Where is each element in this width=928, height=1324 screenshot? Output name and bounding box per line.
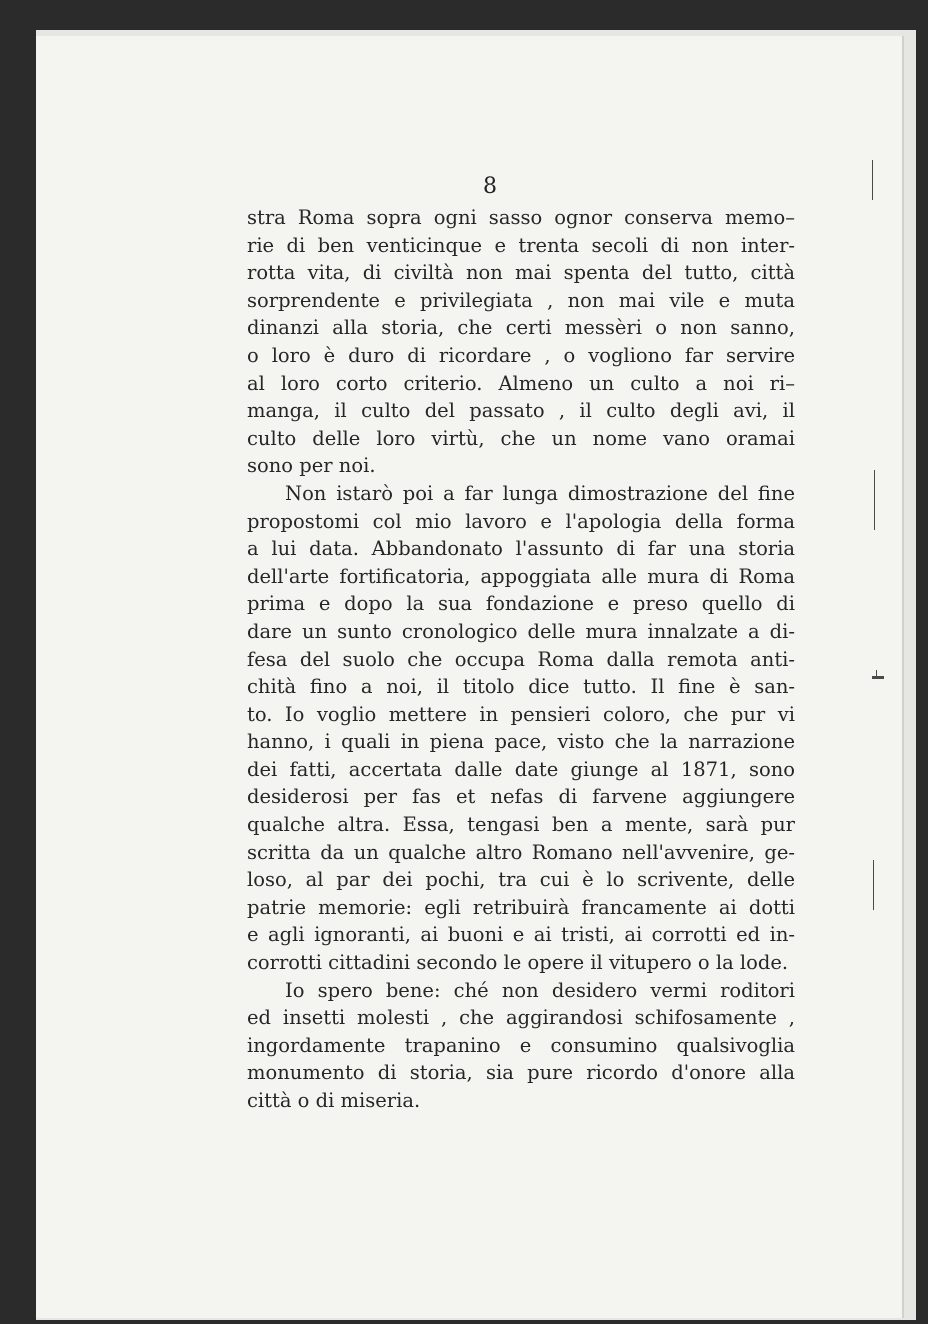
text-line: sorprendente e privilegiata , non mai vile e muta xyxy=(247,288,795,312)
text-line: Non istarò poi a far lunga dimostrazione del fine xyxy=(285,481,795,505)
book-page xyxy=(36,36,904,1318)
text-line: hanno, i quali in piena pace, visto che la narrazione xyxy=(247,730,795,754)
text-line: dare un sunto cronologico delle mura innalzate a di- xyxy=(247,619,795,643)
text-line: corrotti cittadini secondo le opere il vitupero o la lode. xyxy=(247,951,789,975)
scan-mark xyxy=(872,160,873,200)
text-line: rie di ben venticinque e trenta secoli di non inter- xyxy=(247,233,795,257)
scan-mark xyxy=(874,470,875,530)
text-line: fesa del suolo che occupa Roma dalla remota anti- xyxy=(247,647,795,671)
text-line: a lui data. Abbandonato l'assunto di far una storia xyxy=(247,537,795,561)
text-line: culto delle loro virtù, che un nome vano oramai xyxy=(247,426,795,450)
text-line: propostomi col mio lavoro e l'apologia della forma xyxy=(247,509,795,533)
text-line: monumento di storia, sia pure ricordo d'onore alla xyxy=(247,1061,795,1085)
text-line: ed insetti molesti , che aggirandosi schifosamente , xyxy=(247,1006,795,1030)
text-line: stra Roma sopra ogni sasso ognor conserva memo– xyxy=(247,206,795,229)
text-line: dell'arte fortificatoria, appoggiata alle mura di Roma xyxy=(247,564,795,588)
text-line: chità fino a noi, il titolo dice tutto. Il fine è san- xyxy=(247,675,795,699)
text-line: città o di miseria. xyxy=(247,1089,421,1112)
text-line: scritta da un qualche altro Romano nell'avvenire, ge- xyxy=(247,840,795,864)
margin-scan-marks xyxy=(868,140,898,1120)
text-line: patrie memorie: egli retribuirà francamente ai dotti xyxy=(247,895,795,919)
text-line: loso, al par dei pochi, tra cui è lo scrivente, delle xyxy=(247,868,795,892)
text-line: dei fatti, accertata dalle date giunge al 1871, sono xyxy=(247,757,795,781)
text-line: to. Io voglio mettere in pensieri coloro, che pur vi xyxy=(247,702,795,726)
text-line: manga, il culto del passato , il culto degli avi, il xyxy=(247,399,795,423)
text-line: e agli ignoranti, ai buoni e ai tristi, ai corrotti ed in- xyxy=(247,923,795,947)
body-text xyxy=(247,204,795,1115)
text-line: dinanzi alla storia, che certi messèri o non sanno, xyxy=(247,316,795,340)
text-line: rotta vita, di civiltà non mai spenta del tutto, città xyxy=(247,261,795,285)
text-line: prima e dopo la sua fondazione e preso quello di xyxy=(247,592,795,616)
text-line: desiderosi per fas et nefas di farvene aggiungere xyxy=(247,785,795,809)
scan-mark xyxy=(873,860,874,910)
scan-mark xyxy=(872,676,884,679)
text-line: ingordamente trapanino e consumino qualsivoglia xyxy=(247,1033,795,1057)
text-line: qualche altra. Essa, tengasi ben a mente, sarà pur xyxy=(247,813,795,837)
text-line: al loro corto criterio. Almeno un culto a noi ri– xyxy=(247,371,795,395)
text-line: sono per noi. xyxy=(247,454,376,478)
text-line: o loro è duro di ricordare , o vogliono far servire xyxy=(247,343,795,367)
text-line: Io spero bene: ché non desidero vermi roditori xyxy=(285,978,795,1002)
page-number: 8 xyxy=(483,174,497,199)
